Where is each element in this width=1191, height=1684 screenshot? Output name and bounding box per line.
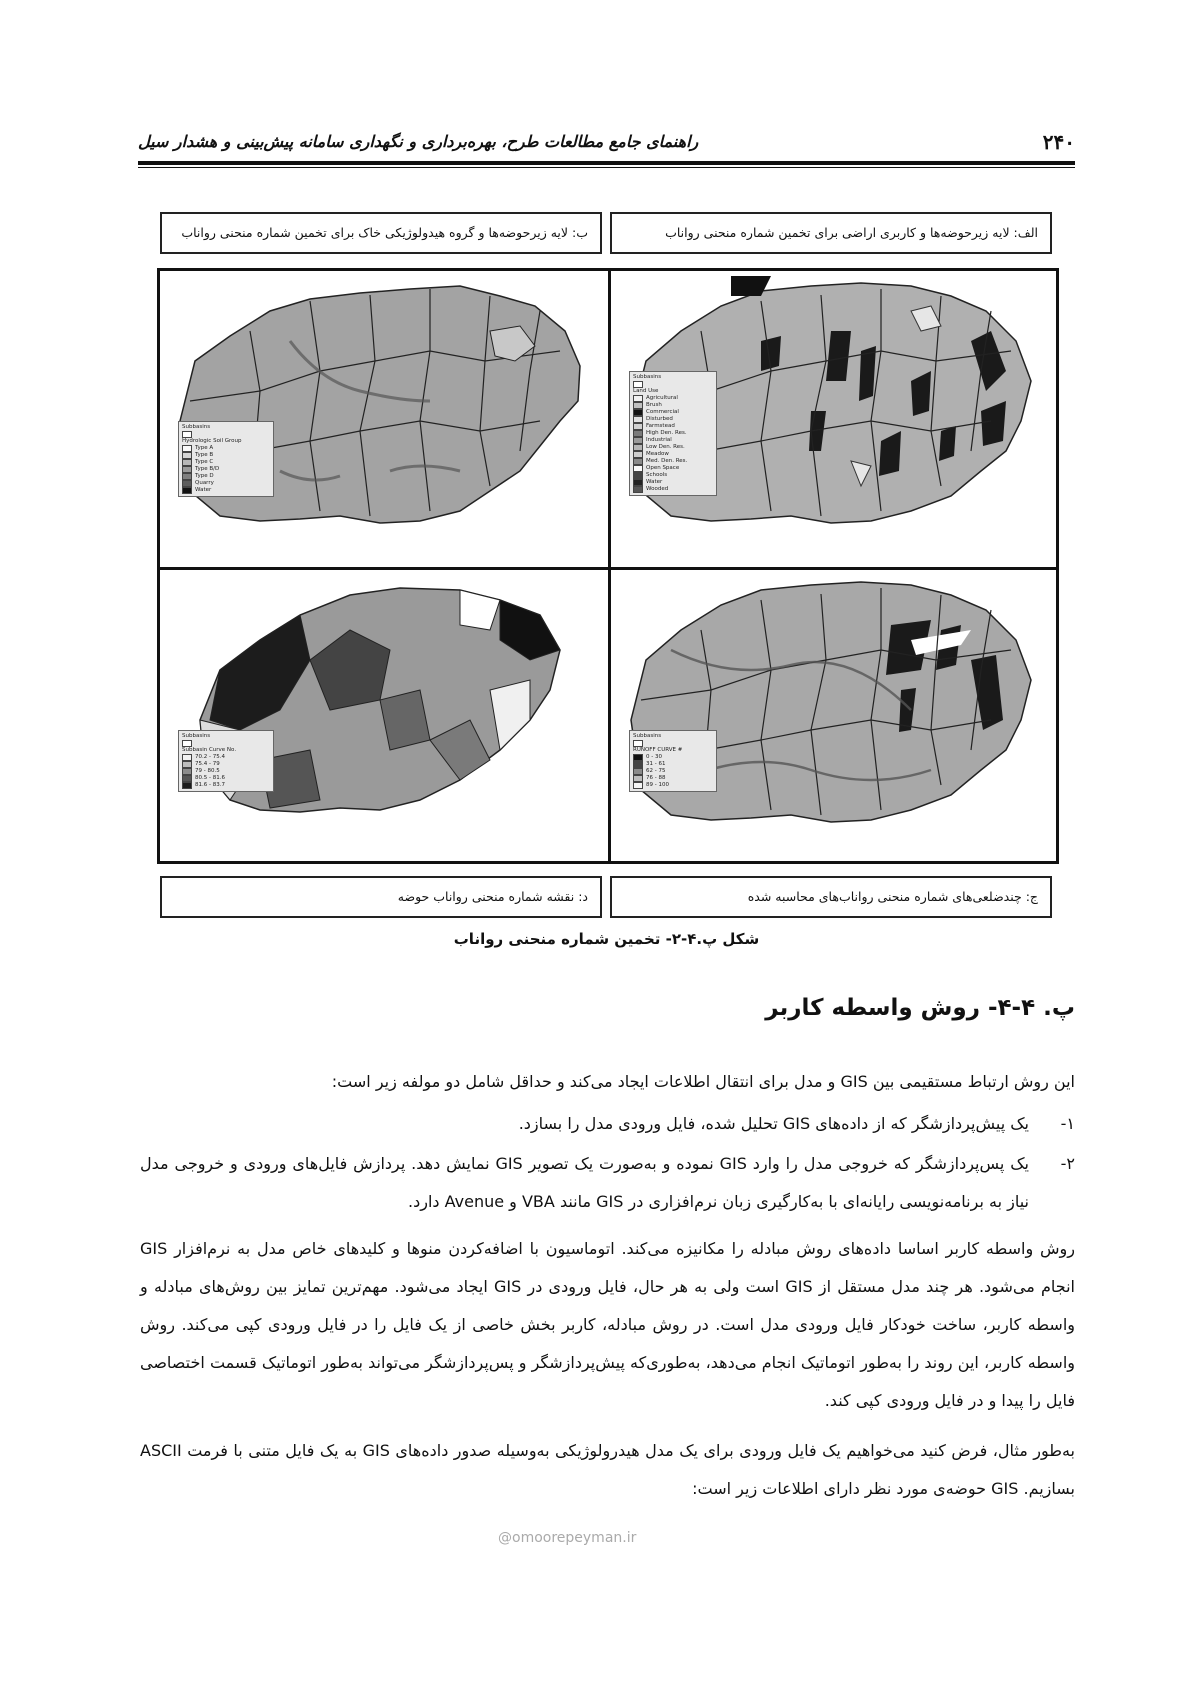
list-item-number: ۲- [1060,1154,1075,1173]
paragraph-intro: این روش ارتباط مستقیمی بین GIS و مدل برای انتقال اطلاعات ایجاد می‌کند و حداقل شامل دو مولفه زیر است: [331,1072,1075,1091]
legend-landuse: Subbasins Land Use Agricultural Brush Commercial Disturbed Farmstead High Den. Res. Industrial Low Den. Res. Meadow Med. Den. Res. Open Space Schools Water Wooded [629,371,717,496]
legend-runoff: Subbasins RUNOFF CURVE # 0 - 30 31 - 61 62 - 75 76 - 88 89 - 100 [629,730,717,792]
panel-landuse-map [611,271,1056,564]
curve-map-image [160,570,605,863]
watermark: @omoorepeyman.ir [498,1530,637,1546]
paragraph-example: به‌طور مثال، فرض کنید می‌خواهیم یک فایل ورودی برای یک مدل هیدرولوژیکی به‌وسیله صدور داده‌های GIS به یک فایل متنی با فرمت ASCII بسازیم. GIS حوضه‌ی مورد نظر دارای اطلاعات زیر است: [140,1441,1075,1498]
page-header [138,120,1075,170]
paragraph-user-interface: روش واسطه کاربر اساسا داده‌های روش مبادله را مکانیزه می‌کند. اتوماسیون با اضافه‌کردن منوها و کلیدهای خاص مدل به نرم‌افزار GIS انجام می‌شود. هر چند مدل مستقل از GIS است ولی به هر حال، فایل ورودی در GIS ایجاد می‌شود. مهم‌ترین تمایز بین روش‌های مبادله و واسطه کاربر، ساخت خودکار فایل ورودی مدل است. در روش مبادله، کاربر بخش خاصی از یک فایل را در فایل ورودی کپی می‌کند. روش واسطه کاربر، این روند را به‌طور اتوماتیک انجام می‌دهد، به‌طوری‌که پیش‌پردازشگر و پس‌پردازشگر می‌تواند به‌طور اتوماتیک قسمت اختصاصی فایل را پیدا و در فایل ورودی کپی کند. [140,1239,1075,1410]
running-title: راهنمای جامع مطالعات طرح، بهره‌برداری و نگهداری سامانه پیش‌بینی و هشدار سیل [138,132,699,151]
legend-curve: Subbasins Subbasin Curve No. 70.2 - 75.4 75.4 - 79 79 - 80.5 80.5 - 81.6 81.6 - 83.7 [178,730,274,792]
panel-curve-map [160,570,605,863]
legend-soil: Subbasins Hydrologic Soil Group Type A Type B Type C Type B/D Type D Quarry Water [178,421,274,497]
caption-panel-jim: ج: چندضلعی‌های شماره منحنی رواناب‌های محاسبه شده [610,876,1052,918]
map-figure [157,268,1059,864]
runoff-map-image [611,570,1056,863]
figure-caption: شکل پ.۴-۲- تخمین شماره منحنی رواناب [453,930,760,948]
list-item-2 [140,1145,1075,1221]
header-rule-thin [138,167,1075,168]
list-item-number: ۱- [1060,1114,1075,1133]
list-item-text: یک پس‌پردازشگر که خروجی مدل را وارد GIS نموده و به‌صورت یک تصویر GIS نمایش دهد. پردازش فایل‌های ورودی و خروجی مدل نیاز به برنامه‌نویسی رایانه‌ای با به‌کارگیری زبان نرم‌افزاری در GIS مانند VBA و Avenue دارد. [140,1154,1029,1211]
page-number: ۲۴۰ [1042,130,1075,154]
caption-panel-dal: د: نقشه شماره منحنی رواناب حوضه [160,876,602,918]
list-item-1 [140,1105,1075,1143]
caption-panel-alef: الف: لایه زیرحوضه‌ها و کاربری اراضی برای تخمین شماره منحنی رواناب [610,212,1052,254]
list-item-text: یک پیش‌پردازشگر که از داده‌های GIS تحلیل شده، فایل ورودی مدل را بسازد. [518,1114,1029,1133]
panel-runoff-map [611,570,1056,863]
soil-map-image [160,271,605,564]
caption-panel-be: ب: لایه زیرحوضه‌ها و گروه هیدولوژیکی خاک برای تخمین شماره منحنی رواناب [160,212,602,254]
section-heading: پ. ۴-۴- روش واسطه کاربر [765,995,1075,1021]
header-rule-thick [138,161,1075,165]
panel-soil-map [160,271,605,564]
